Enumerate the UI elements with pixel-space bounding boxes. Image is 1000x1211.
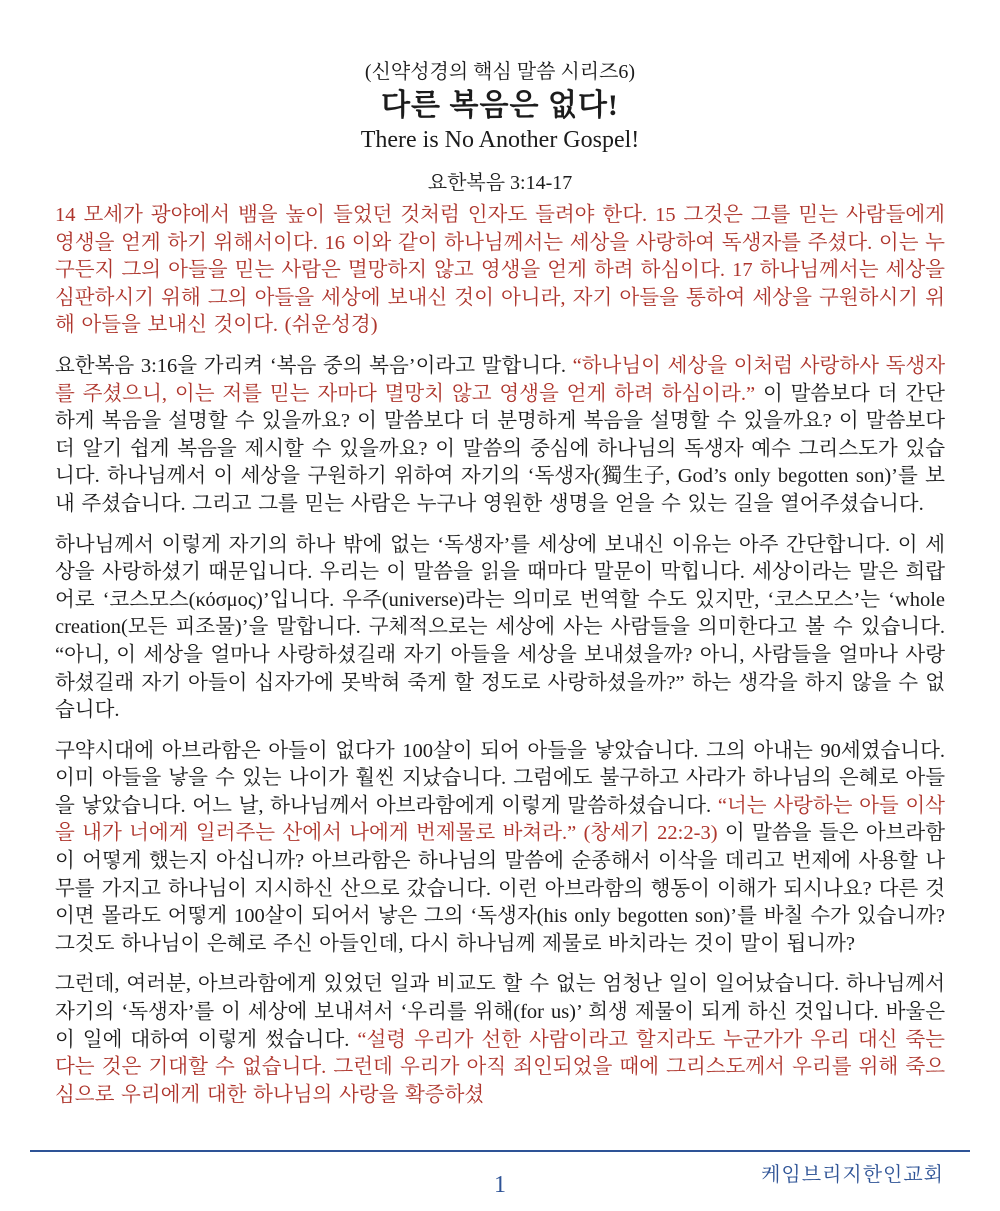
text-segment: 요한복음 3:16을 가리켜 ‘복음 중의 복음’이라고 말합니다.	[55, 354, 573, 377]
text-segment: 이 말씀보다 더 간단하게 복음을 설명할 수 있을까요? 이 말씀보다 더 분명하게 복음을 설명할 수 있을까요? 이 말씀보다 더 알기 쉽게 복음을 제시할 수 있을까요? 이 말씀의 중심에 하나님의 독생자 예수 그리스도가 있습니다. 하나님께서 이 세상을 구원하기 위하여 자기의 ‘독생자(獨生子, God’s only begotten son)’를 보내 주셨습니다. 그리고 그를 믿는 사람은 누구나 영원한 생명을 얻을 수 있는 길을 열어주셨습니다.	[55, 382, 945, 515]
paragraph	[55, 353, 945, 519]
paragraph	[55, 971, 945, 1109]
series-label: (신약성경의 핵심 말씀 시리즈6)	[364, 61, 636, 83]
footer-divider	[30, 1150, 970, 1152]
text-segment: 14 모세가 광야에서 뱀을 높이 들었던 것처럼 인자도 들려야 한다. 15 그것은 그를 믿는 사람들에게 영생을 얻게 하기 위해서이다. 16 이와 같이 하나님께서는 세상을 사랑하여 독생자를 주셨다. 이는 누구든지 그의 아들을 믿는 사람은 멸망하지 않고 영생을 얻게 하려 하심이다. 17 하나님께서는 세상을 심판하시기 위해 그의 아들을 세상에 보내신 것이 아니라, 자기 아들을 통하여 세상을 구원하시기 위해 아들을 보내신 것이다. (쉬운성경)	[55, 204, 945, 337]
document-body	[0, 195, 1000, 1109]
text-segment: “설령 우리가 선한 사람이라고 할지라도 누군가가 우리 대신 죽는다는 것은 기대할 수 없습니다. 그런데 우리가 아직 죄인되었을 때에 그리스도께서 우리를 위해 죽으심으로 우리에게 대한 하나님의 사랑을 확증하셨	[55, 1028, 945, 1106]
scripture-reference: 요한복음 3:14-17	[427, 172, 573, 194]
page-title: 다른 복음은 없다!	[381, 89, 619, 122]
church-name: 케임브리지한인교회	[761, 1164, 944, 1186]
text-segment: 그런데, 여러분, 아브라함에게 있었던 일과 비교도 할 수 없는 엄청난 일이 일어났습니다. 하나님께서 자기의 ‘독생자’를 이 세상에 보내셔서 ‘우리를 위해(for us)’ 희생 제물이 되게 하신 것입니다. 바울은 이 일에 대하여 이렇게 썼습니다.	[55, 973, 945, 1051]
paragraph	[55, 202, 945, 340]
text-segment: “하나님이 세상을 이처럼 사랑하사 독생자를 주셨으니, 이는 저를 믿는 자마다 멸망치 않고 영생을 얻게 하려 하심이라.”	[55, 354, 945, 405]
text-segment: 하나님께서 이렇게 자기의 하나 밖에 없는 ‘독생자’를 세상에 보내신 이유는 아주 간단합니다. 이 세상을 사랑하셨기 때문입니다. 우리는 이 말씀을 읽을 때마다 말문이 막힙니다. 세상이라는 말은 희랍어로 ‘코스모스(κόσμος)’입니다. 우주(universe)라는 의미로 번역할 수도 있지만, ‘코스모스’는 ‘whole creation(모든 피조물)’을 말합니다. 구체적으로는 세상에 사는 사람들을 의미한다고 볼 수 있습니다. “아니, 이 세상을 얼마나 사랑하셨길래 자기 아들을 세상을 보내셨을까? 아니, 사람들을 얼마나 사랑하셨길래 자기 아들이 십자가에 못박혀 죽게 할 정도로 사랑하셨을까?” 하는 생각을 하지 않을 수 없습니다.	[55, 533, 945, 722]
text-segment: 구약시대에 아브라함은 아들이 없다가 100살이 되어 아들을 낳았습니다. 그의 아내는 90세였습니다. 이미 아들을 낳을 수 있는 나이가 훨씬 지났습니다. 그럼에도 불구하고 사라가 하나님의 은혜로 아들을 낳았습니다. 어느 날, 하나님께서 아브라함에게 이렇게 말씀하셨습니다.	[55, 739, 945, 817]
page-title-english: There is No Another Gospel!	[360, 127, 640, 153]
paragraph	[55, 532, 945, 725]
paragraph	[55, 738, 945, 959]
page-number: 1	[494, 1172, 506, 1198]
title-block	[0, 0, 1000, 195]
text-segment: 이 말씀을 들은 아브라함이 어떻게 했는지 아십니까? 아브라함은 하나님의 말씀에 순종해서 이삭을 데리고 번제에 사용할 나무를 가지고 하나님이 지시하신 산으로 갔습니다. 이런 아브라함의 행동이 이해가 되시나요? 다른 것이면 몰라도 어떻게 100살이 되어서 낳은 그의 ‘독생자(his only begotten son)’를 바칠 수가 있습니까? 그것도 하나님이 은혜로 주신 아들인데, 다시 하나님께 제물로 바치라는 것이 말이 됩니까?	[55, 822, 946, 955]
page-footer	[0, 1150, 1000, 1211]
text-segment: “너는 사랑하는 아들 이삭을 내가 너에게 일러주는 산에서 나에게 번제물로 바쳐라.” (창세기 22:2-3)	[55, 794, 945, 845]
